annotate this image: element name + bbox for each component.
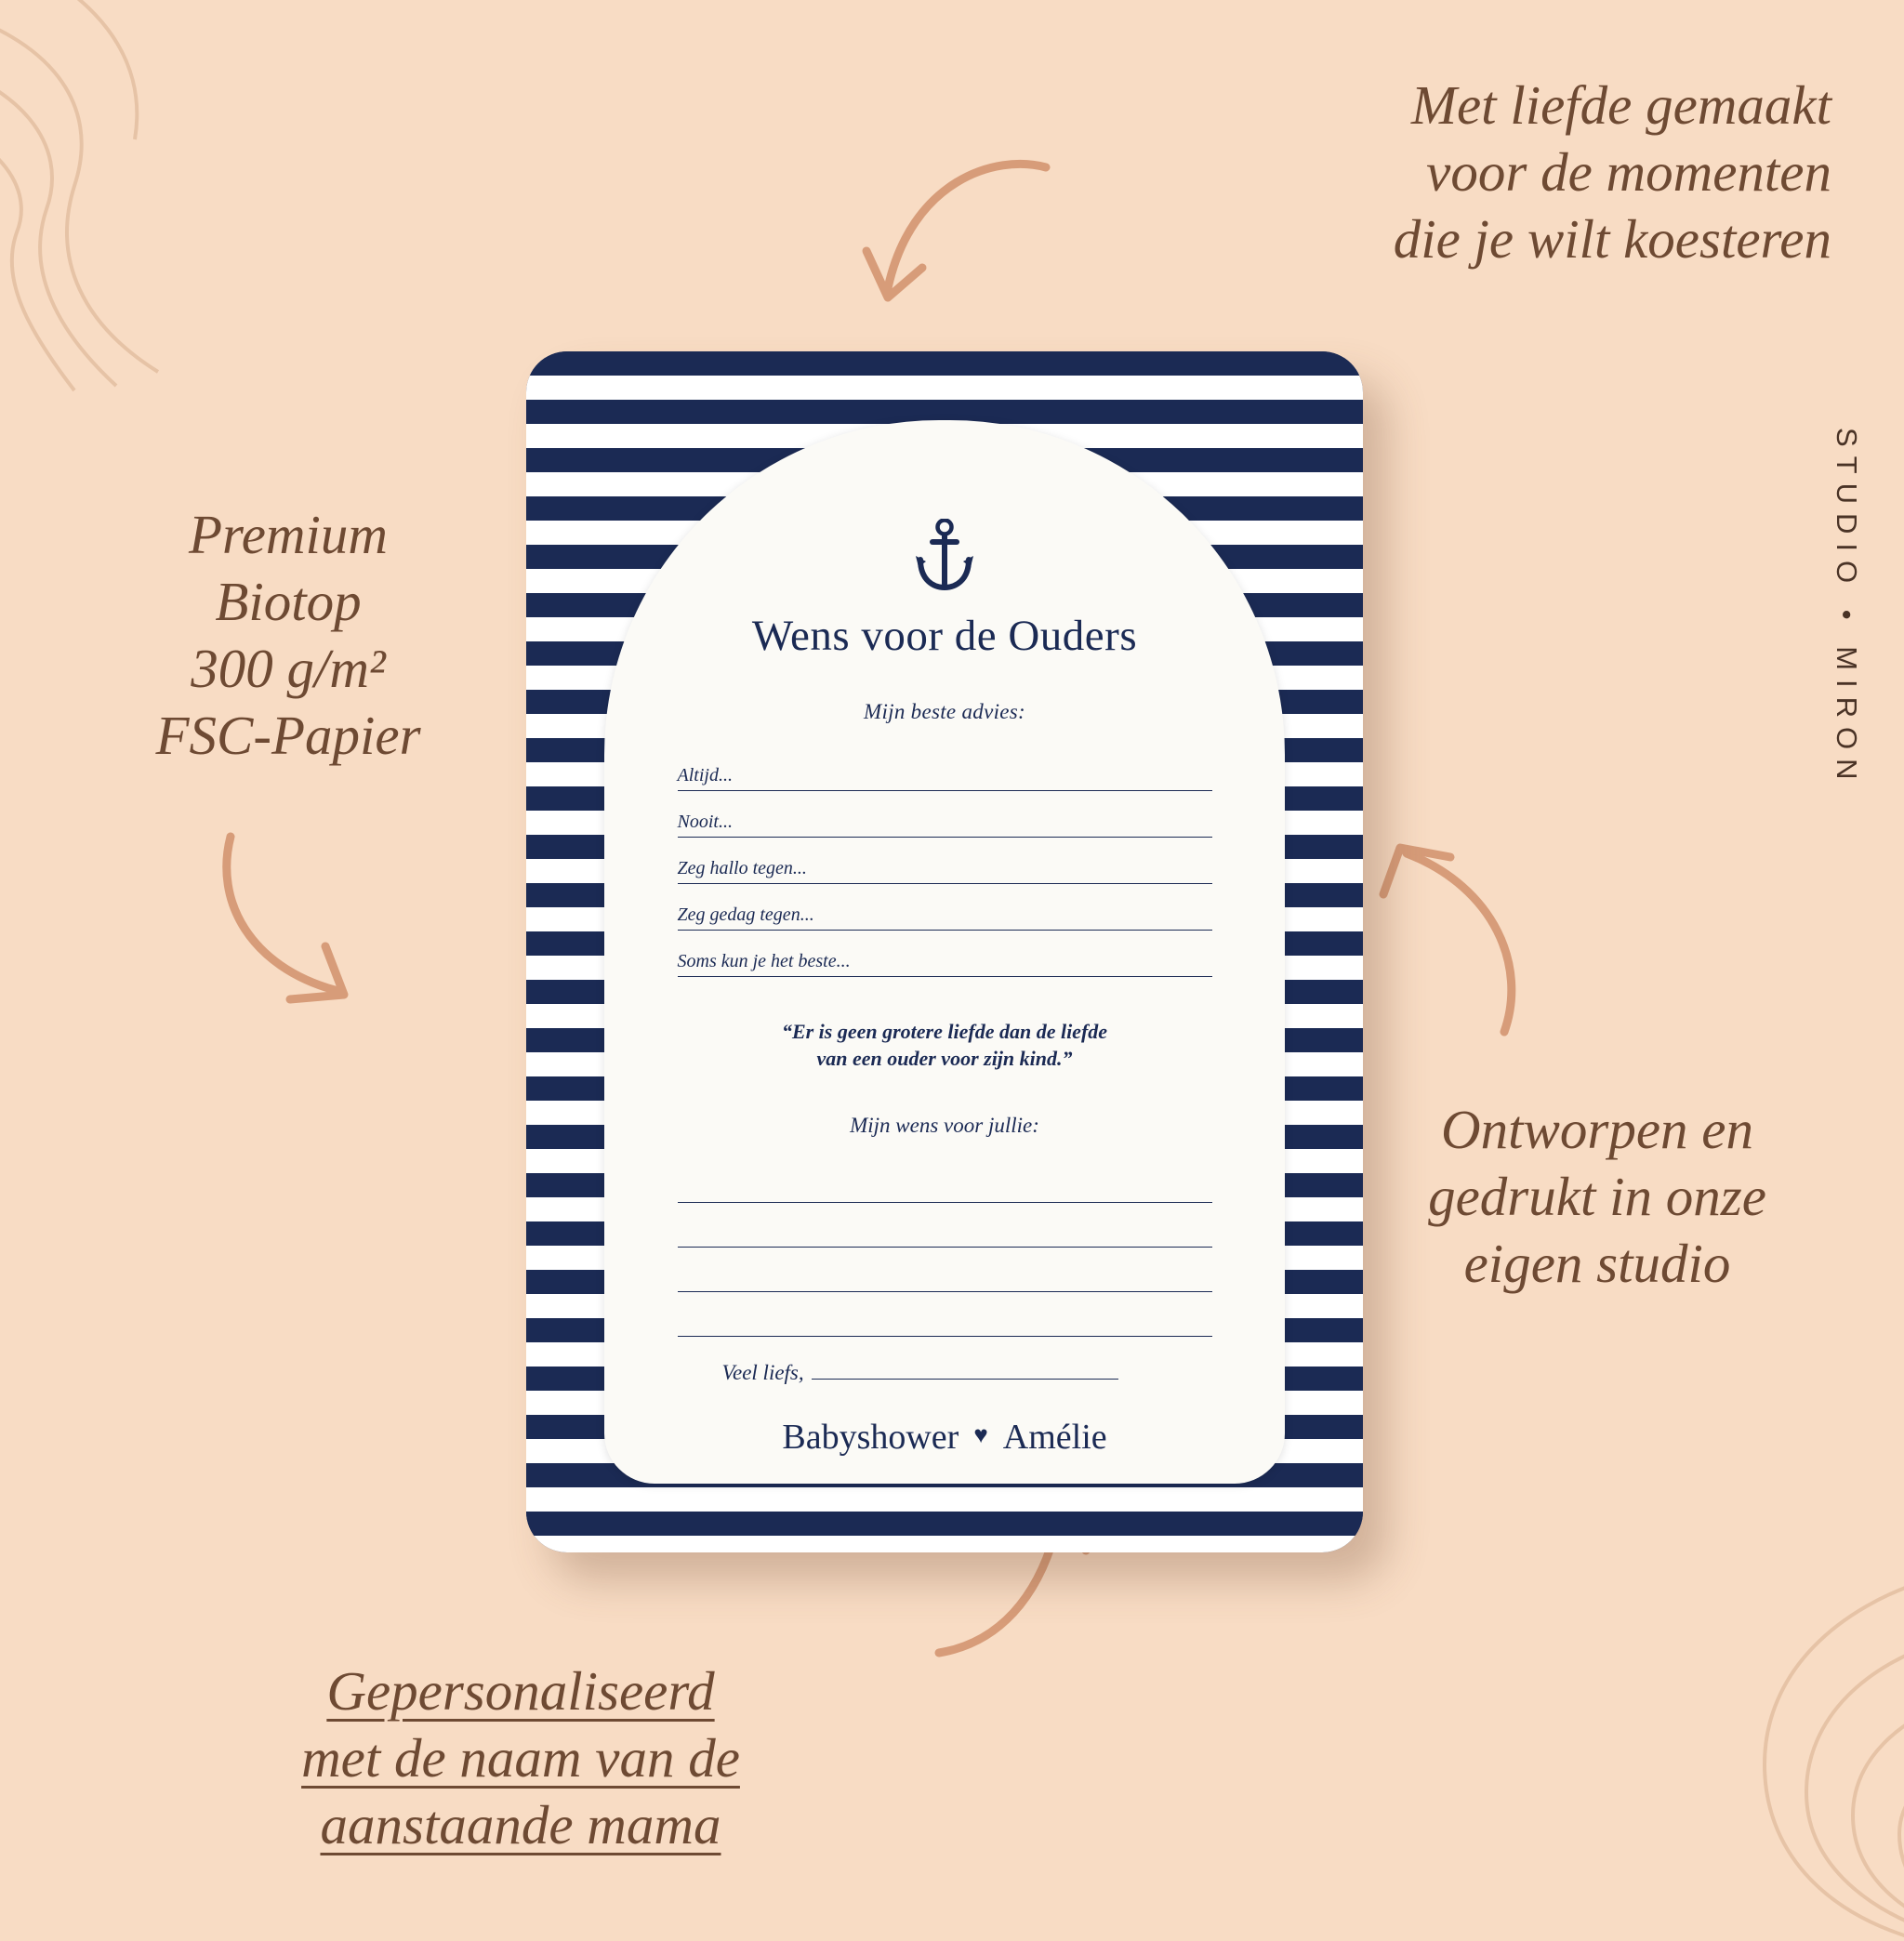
decorative-topo-lines-top-left [0, 0, 353, 400]
advice-prompt-row [678, 838, 1212, 884]
annotation-left [93, 502, 483, 770]
quote-line: “Er is geen grotere liefde dan de liefde [781, 1020, 1108, 1043]
advice-prompt-row [678, 884, 1212, 931]
card-title: Wens voor de Ouders [751, 612, 1138, 660]
arrow-icon-right [1365, 837, 1541, 1046]
quote-text [712, 1018, 1177, 1073]
annotation-line: 300 g/m² [191, 637, 386, 699]
product-card [526, 351, 1363, 1552]
advice-prompt-list [678, 745, 1212, 977]
blank-line [678, 1292, 1212, 1337]
signoff-rule [812, 1379, 1118, 1380]
card-inner-panel [604, 420, 1285, 1484]
annotation-line: FSC-Papier [155, 704, 421, 766]
advice-prompt-row [678, 745, 1212, 791]
card-surface [526, 351, 1363, 1552]
annotation-line: die je wilt koesteren [1393, 207, 1831, 270]
advice-prompt-label: Altijd... [677, 765, 733, 786]
advice-prompt-label: Soms kun je het beste... [677, 951, 851, 971]
advice-prompt-label: Nooit... [677, 812, 733, 832]
card-subtitle: Mijn beste advies: [863, 700, 1025, 723]
annotation-line: Biotop [215, 570, 362, 632]
brand-label: STUDIO • MIRON [1831, 428, 1863, 789]
quote-line: van een ouder voor zijn kind.” [816, 1047, 1073, 1071]
heart-icon: ♥ [973, 1420, 988, 1448]
footer-event-label: Babyshower [782, 1417, 959, 1457]
arrow-icon-top-right [855, 149, 1060, 330]
annotation-bottom [223, 1658, 818, 1859]
annotation-top-right [1199, 73, 1831, 273]
wish-blank-lines [678, 1158, 1212, 1337]
signoff-row [678, 1361, 1212, 1385]
advice-prompt-label: Zeg gedag tegen... [677, 904, 814, 925]
blank-line [678, 1248, 1212, 1292]
annotation-line: Gepersonaliseerd [326, 1660, 715, 1723]
annotation-line: voor de momenten [1426, 140, 1831, 203]
annotation-right [1355, 1097, 1839, 1298]
card-footer [782, 1417, 1106, 1458]
blank-line [678, 1158, 1212, 1203]
annotation-line: eigen studio [1463, 1232, 1731, 1294]
advice-prompt-row [678, 931, 1212, 977]
advice-prompt-row [678, 791, 1212, 838]
annotation-line: aanstaande mama [320, 1794, 721, 1856]
annotation-line: Met liefde gemaakt [1410, 74, 1831, 136]
blank-line [678, 1203, 1212, 1248]
advice-prompt-label: Zeg hallo tegen... [677, 858, 807, 878]
annotation-line: Ontworpen en [1441, 1099, 1753, 1160]
arrow-icon-left [214, 827, 390, 1018]
signoff-label: Veel liefs, [721, 1360, 804, 1384]
anchor-icon [915, 519, 974, 596]
decorative-topo-lines-bottom-right [1486, 1551, 1904, 1941]
annotation-line: Premium [188, 504, 389, 565]
annotation-line: met de naam van de [301, 1727, 740, 1789]
footer-name-label: Amélie [1002, 1417, 1107, 1457]
annotation-line: gedrukt in onze [1428, 1165, 1766, 1227]
wish-label: Mijn wens voor jullie: [850, 1113, 1039, 1137]
